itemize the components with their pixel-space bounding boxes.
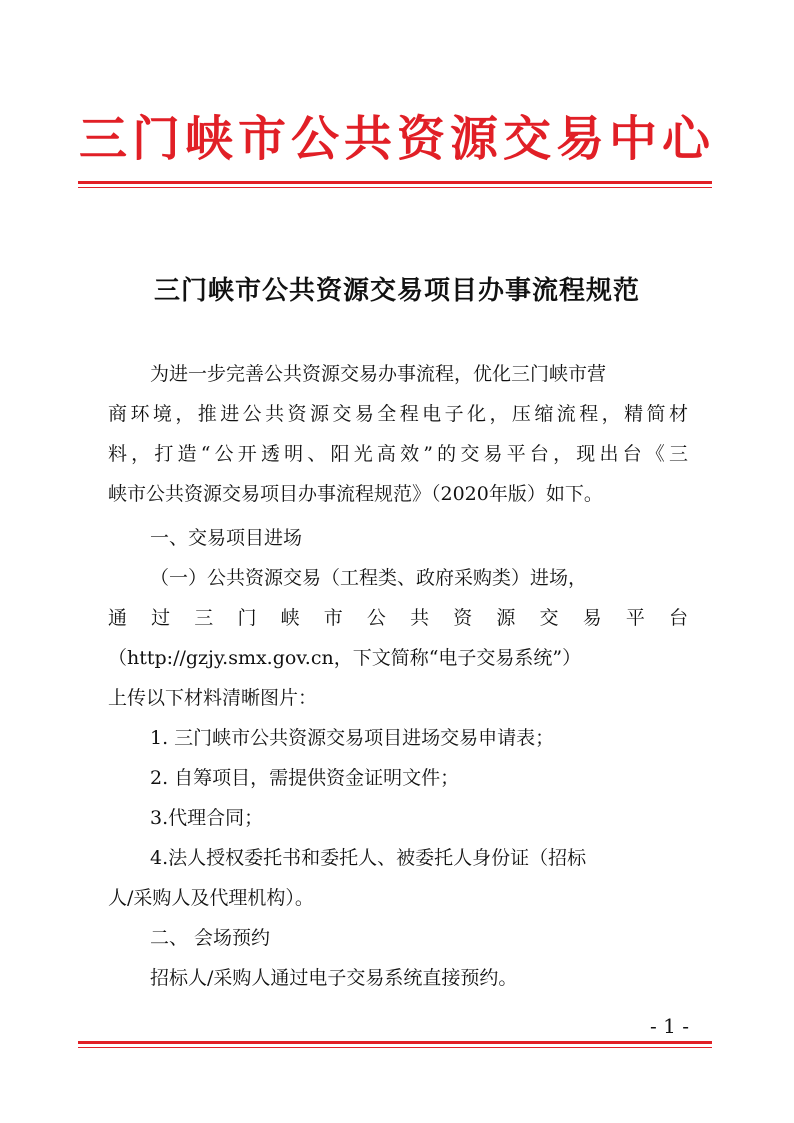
list-item: 人/采购人及代理机构）。 [108, 887, 314, 909]
header-rule-thick [78, 181, 712, 184]
page-number: - 1 - [650, 1014, 689, 1038]
footer-rule-thick [78, 1041, 712, 1044]
document-title: 三门峡市公共资源交易项目办事流程规范 [153, 276, 640, 306]
list-item: 2. 自筹项目，需提供资金证明文件； [150, 767, 460, 789]
paragraph-line: 料，打造“公开透明、阳光高效”的交易平台，现出台《三 [108, 443, 688, 465]
paragraph-line: 通过三门峡市公共资源交易平台 [108, 607, 688, 629]
header-rule-thin [78, 187, 712, 188]
footer-rule-thin [78, 1047, 712, 1048]
paragraph-line: 商环境，推进公共资源交易全程电子化，压缩流程，精简材 [108, 403, 688, 425]
list-item: 1. 三门峡市公共资源交易项目进场交易申请表； [150, 727, 555, 749]
paragraph-line: 招标人/采购人通过电子交易系统直接预约。 [150, 967, 518, 989]
paragraph-line: 上传以下材料清晰图片： [108, 687, 318, 709]
paragraph-line: （http://gzjy.smx.gov.cn，下文简称“电子交易系统”） [108, 647, 582, 669]
section-heading: 一、交易项目进场 [150, 527, 303, 549]
paragraph-line: 为进一步完善公共资源交易办事流程，优化三门峡市营 [150, 363, 607, 385]
paragraph-line: （一）公共资源交易（工程类、政府采购类）进场， [150, 567, 588, 589]
paragraph-line: 峡市公共资源交易项目办事流程规范》（2020年版）如下。 [108, 483, 603, 505]
section-heading: 二、 会场预约 [150, 927, 271, 949]
list-item: 4.法人授权委托书和委托人、被委托人身份证（招标 [150, 847, 587, 869]
letterhead-title: 三门峡市公共资源交易中心 [78, 111, 715, 167]
list-item: 3.代理合同； [150, 807, 264, 829]
